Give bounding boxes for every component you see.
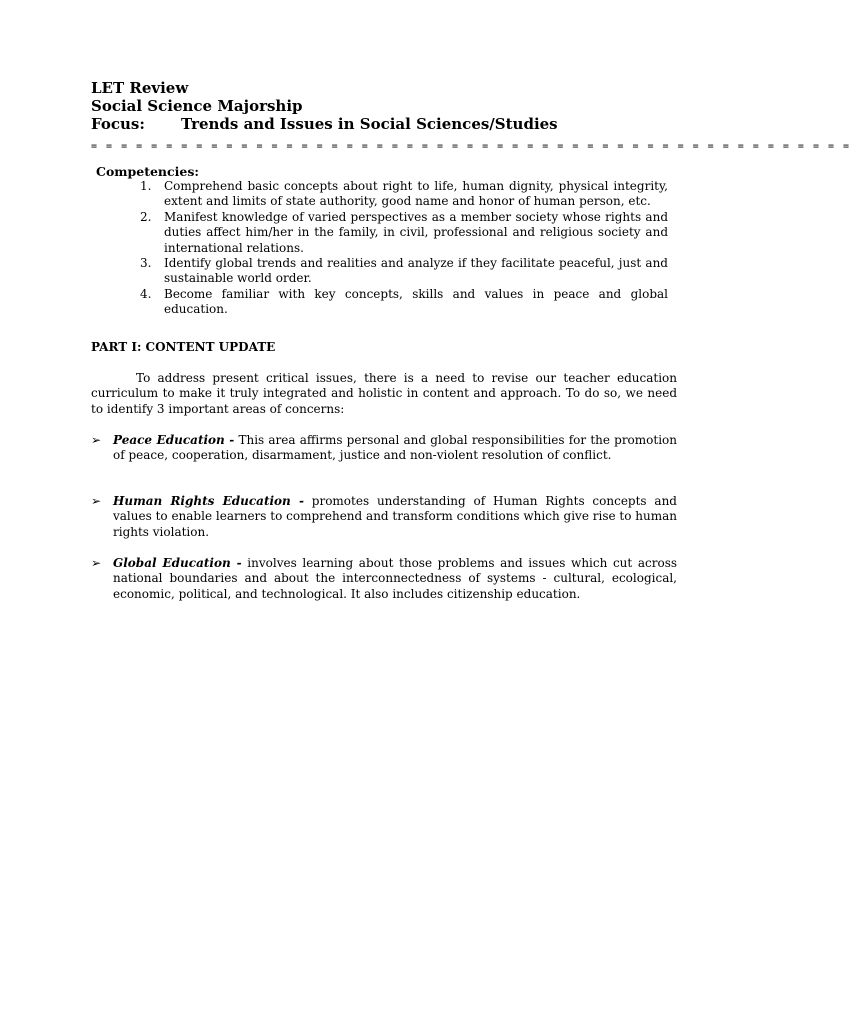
bullet-text — [113, 556, 677, 602]
list-item — [140, 287, 668, 318]
bullet-term: Global Education - — [113, 556, 242, 570]
competencies-heading: Competencies: — [96, 164, 199, 179]
arrowhead-bullet-icon: ➢ — [91, 494, 102, 508]
bullet-item-global-education — [91, 556, 677, 602]
section-heading: PART I: CONTENT UPDATE — [91, 340, 276, 354]
bullet-text — [113, 433, 677, 464]
list-number: 1. — [140, 179, 152, 193]
bullet-term: Peace Education - — [113, 433, 235, 447]
list-item-text: Become familiar with key concepts, skills and values in peace and global education. — [164, 286, 668, 317]
competencies-list — [140, 179, 668, 318]
list-number: 4. — [140, 286, 152, 301]
list-number: 2. — [140, 209, 152, 224]
list-item — [140, 179, 668, 210]
bullet-item-human-rights-education — [91, 494, 677, 540]
list-item — [140, 256, 668, 287]
list-item-text: Comprehend basic concepts about right to life, human dignity, physical integrity, extent and limits of state authority, good name and honor of human person, etc. — [164, 179, 668, 209]
list-item — [140, 210, 668, 256]
bullet-text — [113, 494, 677, 540]
list-item-text: Manifest knowledge of varied perspectives as a member society whose rights and duties affect him/her in the family, in civil, professional and religious society and international relations. — [164, 209, 668, 255]
separator-rule: = = = = = = = = = = = = = = = = = = = = = = = = = = = = = = = = = = = = = = = = = = = = = = = = = = = — [91, 141, 851, 152]
focus-line — [91, 115, 558, 133]
intro-paragraph: To address present critical issues, there is a need to revise our teacher education curriculum to make it truly integrated and holistic in content and approach. To do so, we need to identify 3 important areas of concerns: — [91, 371, 677, 416]
bullet-description: This area affirms personal and global responsibilities for the promotion of peace, cooperation, disarmament, justice and non-violent resolution of conflict. — [113, 433, 678, 463]
list-number: 3. — [140, 256, 152, 271]
focus-label: Focus: — [91, 115, 145, 133]
arrowhead-bullet-icon: ➢ — [91, 433, 102, 447]
bullet-term: Human Rights Education - — [113, 494, 304, 508]
list-item-text: Identify global trends and realities and analyze if they facilitate peaceful, just and sustainable world order. — [164, 256, 668, 286]
bullet-description: involves learning about those problems and issues which cut across national boundaries and about the interconnectedness of systems - cultural, ecological, economic, political, and technological. It also includes citizenship education. — [113, 556, 678, 601]
doc-title: LET Review — [91, 79, 189, 97]
bullet-item-peace-education — [91, 433, 677, 464]
bullet-description: promotes understanding of Human Rights concepts and values to enable learners to comprehend and transform conditions which give rise to human rights violation. — [113, 494, 677, 539]
arrowhead-bullet-icon: ➢ — [91, 556, 102, 570]
doc-subtitle: Social Science Majorship — [91, 97, 303, 115]
focus-value: Trends and Issues in Social Sciences/Studies — [181, 115, 558, 133]
